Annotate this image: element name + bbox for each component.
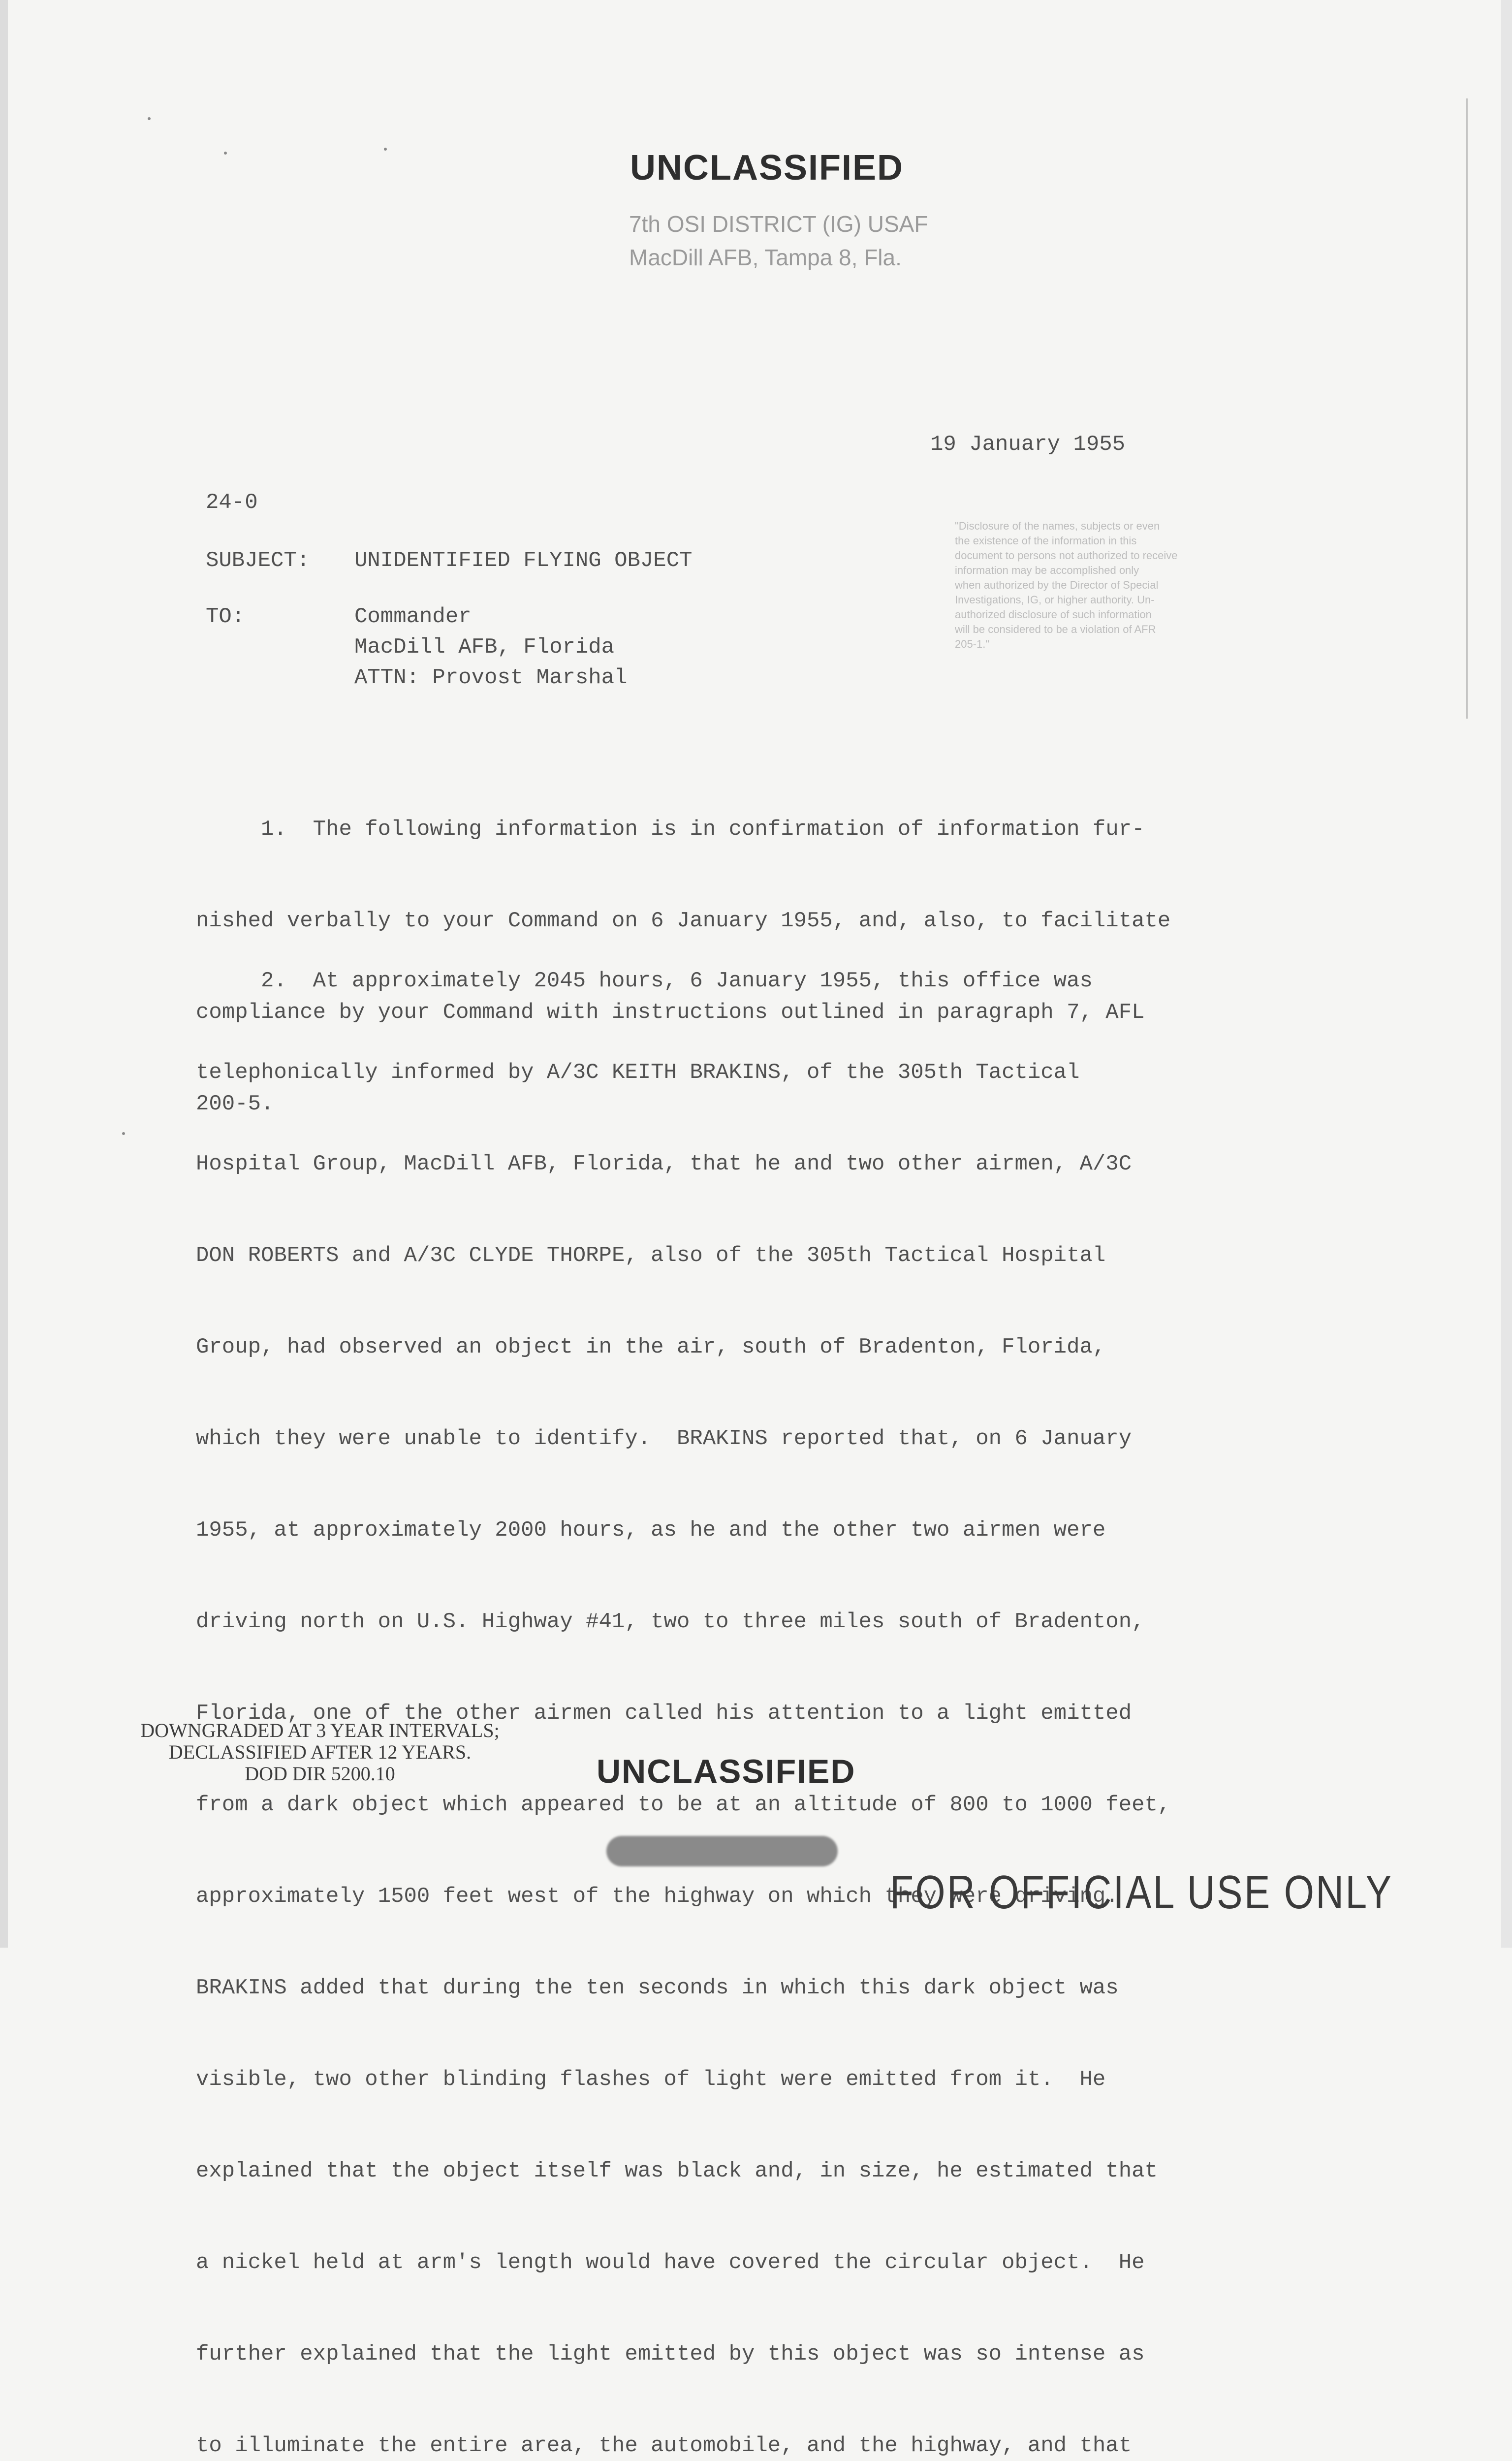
notice-line: when authorized by the Director of Special bbox=[955, 579, 1159, 591]
classification-stamp-top: UNCLASSIFIED bbox=[630, 148, 904, 188]
scan-speck bbox=[384, 148, 387, 151]
paragraph-line: to illuminate the entire area, the automobile, and the highway, and that bbox=[196, 2433, 1132, 2458]
paragraph-line: driving north on U.S. Highway #41, two to three miles south of Bradenton, bbox=[196, 1609, 1145, 1634]
paragraph-line: compliance by your Command with instructions outlined in paragraph 7, AFL bbox=[196, 1000, 1145, 1025]
paragraph-line: 200-5. bbox=[196, 1092, 274, 1116]
paragraph-line: Hospital Group, MacDill AFB, Florida, that he and two other airmen, A/3C bbox=[196, 1152, 1132, 1176]
paragraph-line: nished verbally to your Command on 6 January 1955, and, also, to facilitate bbox=[196, 909, 1171, 933]
notice-line: document to persons not authorized to receive bbox=[955, 549, 1178, 562]
scan-fold-line bbox=[1466, 98, 1468, 719]
notice-line: information may be accomplished only bbox=[955, 564, 1139, 576]
paragraph-line: Florida, one of the other airmen called his attention to a light emitted bbox=[196, 1701, 1132, 1726]
paragraph-line: telephonically informed by A/3C KEITH BRAKINS, of the 305th Tactical bbox=[196, 1060, 1080, 1085]
paragraph-line: from a dark object which appeared to be at an altitude of 800 to 1000 feet, bbox=[196, 1793, 1171, 1817]
paragraph-line: Group, had observed an object in the air, south of Bradenton, Florida, bbox=[196, 1335, 1106, 1359]
paragraph-line: visible, two other blinding flashes of light were emitted from it. He bbox=[196, 2067, 1106, 2092]
downgrade-line: DOWNGRADED AT 3 YEAR INTERVALS; bbox=[140, 1719, 500, 1741]
paragraph-line: explained that the object itself was black and, in size, he estimated that bbox=[196, 2159, 1158, 2183]
scan-edge-right bbox=[1501, 0, 1512, 1948]
scan-speck bbox=[224, 152, 227, 155]
paragraph-line: 2. At approximately 2045 hours, 6 January 1955, this office was bbox=[196, 969, 1093, 993]
to-base: MacDill AFB, Florida bbox=[354, 635, 615, 660]
scan-speck bbox=[148, 117, 151, 120]
paragraph-line: further explained that the light emitted by this object was so intense as bbox=[196, 2342, 1145, 2366]
notice-line: Investigations, IG, or higher authority. Un- bbox=[955, 594, 1155, 606]
to-attention: ATTN: Provost Marshal bbox=[354, 665, 628, 690]
office-location: MacDill AFB, Tampa 8, Fla. bbox=[629, 245, 902, 270]
disclosure-notice bbox=[955, 519, 1178, 652]
redaction-mark bbox=[606, 1836, 838, 1866]
footer-marking: FOR OFFICIAL USE ONLY bbox=[890, 1866, 1393, 1919]
paragraph-2 bbox=[196, 905, 1170, 2461]
notice-line: the existence of the information in this bbox=[955, 535, 1137, 547]
paragraph-line: approximately 1500 feet west of the highway on which they were driving. bbox=[196, 1884, 1119, 1909]
notice-line: will be considered to be a violation of AFR bbox=[955, 623, 1156, 635]
document-date: 19 January 1955 bbox=[930, 432, 1126, 457]
paragraph-line: BRAKINS added that during the ten seconds in which this dark object was bbox=[196, 1976, 1119, 2000]
paragraph-line: DON ROBERTS and A/3C CLYDE THORPE, also of the 305th Tactical Hospital bbox=[196, 1243, 1106, 1268]
scan-edge-left bbox=[0, 0, 8, 1948]
to-label: TO: bbox=[206, 604, 245, 629]
classification-stamp-bottom: UNCLASSIFIED bbox=[597, 1753, 856, 1790]
paragraph-line: which they were unable to identify. BRAKINS reported that, on 6 January bbox=[196, 1426, 1132, 1451]
downgrade-line: DECLASSIFIED AFTER 12 YEARS. bbox=[168, 1741, 472, 1763]
subject-text: UNIDENTIFIED FLYING OBJECT bbox=[354, 548, 693, 573]
notice-line: 205-1." bbox=[955, 638, 990, 650]
paragraph-line: 1955, at approximately 2000 hours, as he and the other two airmen were bbox=[196, 1518, 1106, 1543]
subject-label: SUBJECT: bbox=[206, 548, 310, 573]
notice-line: "Disclosure of the names, subjects or even bbox=[955, 520, 1160, 532]
scan-speck bbox=[122, 1132, 125, 1135]
downgrade-line: DOD DIR 5200.10 bbox=[245, 1763, 395, 1785]
paragraph-line: a nickel held at arm's length would have covered the circular object. He bbox=[196, 2250, 1145, 2275]
to-commander: Commander bbox=[354, 604, 472, 629]
downgrade-marking bbox=[49, 1720, 591, 1785]
office-name: 7th OSI DISTRICT (IG) USAF bbox=[629, 211, 928, 237]
notice-line: authorized disclosure of such information bbox=[955, 608, 1152, 621]
paragraph-line: 1. The following information is in confirmation of information fur- bbox=[196, 817, 1145, 842]
file-reference: 24-0 bbox=[206, 490, 258, 515]
